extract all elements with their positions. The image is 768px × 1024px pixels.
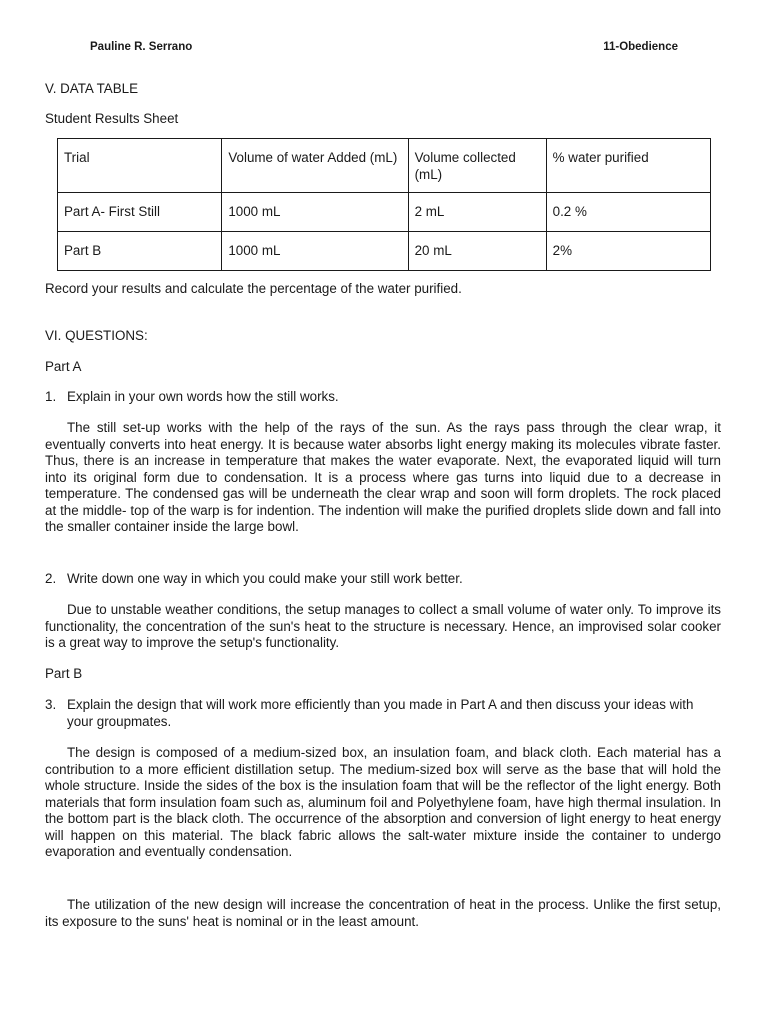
table-instruction: Record your results and calculate the percentage of the water purified.: [45, 281, 462, 296]
section-name: 11-Obedience: [603, 41, 678, 53]
question-1-answer: The still set-up works with the help of the rays of the sun. As the rays pass through the clear wrap, it eventually converts into heat energy. It is because water absorbs light energy making its molecules vibrate faster. Thus, there is an increase in temperature that makes the water evaporate. Next, the evaporated liquid will turn into its original form due to condensation. It is a process where gas turns into liquid due to a decrease in temperature. The condensed gas will be underneath the clear wrap and soon will form droplets. The rock placed at the middle- top of the warp is for indention. The indention will make the purified droplets slide down and fall into the smaller container inside the large bowl.: [45, 420, 721, 534]
question-3-answer-paragraph-2: The utilization of the new design will increase the concentration of heat in the process. Unlike the first setup, its exposure to the suns' heat is nominal or in the least amount.: [45, 897, 721, 929]
column-header: % water purified: [546, 139, 710, 193]
question-3-number: 3.: [45, 697, 57, 712]
table-cell: 2 mL: [408, 193, 546, 232]
question-3-text: Explain the design that will work more efficiently than you made in Part A and then discuss your ideas with your groupmates.: [67, 697, 694, 729]
student-name: Pauline R. Serrano: [90, 41, 193, 53]
table-cell: Part B: [58, 232, 222, 271]
question-2-text: Write down one way in which you could make your still work better.: [67, 571, 463, 586]
table-cell: 2%: [546, 232, 710, 271]
table-cell: 1000 mL: [222, 232, 408, 271]
question-3-answer-paragraph-1: The design is composed of a medium-sized box, an insulation foam, and black cloth. Each material has a contribution to a more efficient distillation setup. The medium-sized box will serve as the base that will hold the whole structure. Inside the sides of the box is the insulation foam that will be the reflector of the light energy. Both materials that form insulation foam such as, aluminum foil and Polyethylene foam, have high thermal insulation. In the bottom part is the black cloth. The occurrence of the absorption and conversion of light energy to heat energy will happen on this material. The black fabric allows the salt-water mixture inside the container to undergo evaporation and eventually condensation.: [45, 745, 721, 859]
question-1-text: Explain in your own words how the still works.: [67, 389, 339, 404]
table-cell: 1000 mL: [222, 193, 408, 232]
column-header: Volume collected (mL): [408, 139, 546, 193]
part-b-label: Part B: [45, 666, 83, 681]
question-1-number: 1.: [45, 389, 57, 404]
results-sheet-subheading: Student Results Sheet: [45, 111, 179, 126]
column-header: Volume of water Added (mL): [222, 139, 408, 193]
data-table-heading: V. DATA TABLE: [45, 81, 139, 96]
results-table: [57, 138, 711, 271]
table-cell: 20 mL: [408, 232, 546, 271]
table-row: [58, 232, 711, 271]
part-a-label: Part A: [45, 359, 82, 374]
question-2-number: 2.: [45, 571, 57, 586]
column-header: Trial: [58, 139, 222, 193]
table-cell: Part A- First Still: [58, 193, 222, 232]
table-row: [58, 193, 711, 232]
table-cell: 0.2 %: [546, 193, 710, 232]
question-2-answer: Due to unstable weather conditions, the setup manages to collect a small volume of water only. To improve its functionality, the concentration of the sun's heat to the structure is necessary. Hence, an improvised solar cooker is a great way to improve the setup's functionality.: [45, 602, 721, 650]
questions-heading: VI. QUESTIONS:: [45, 328, 148, 343]
table-header-row: [58, 139, 711, 193]
